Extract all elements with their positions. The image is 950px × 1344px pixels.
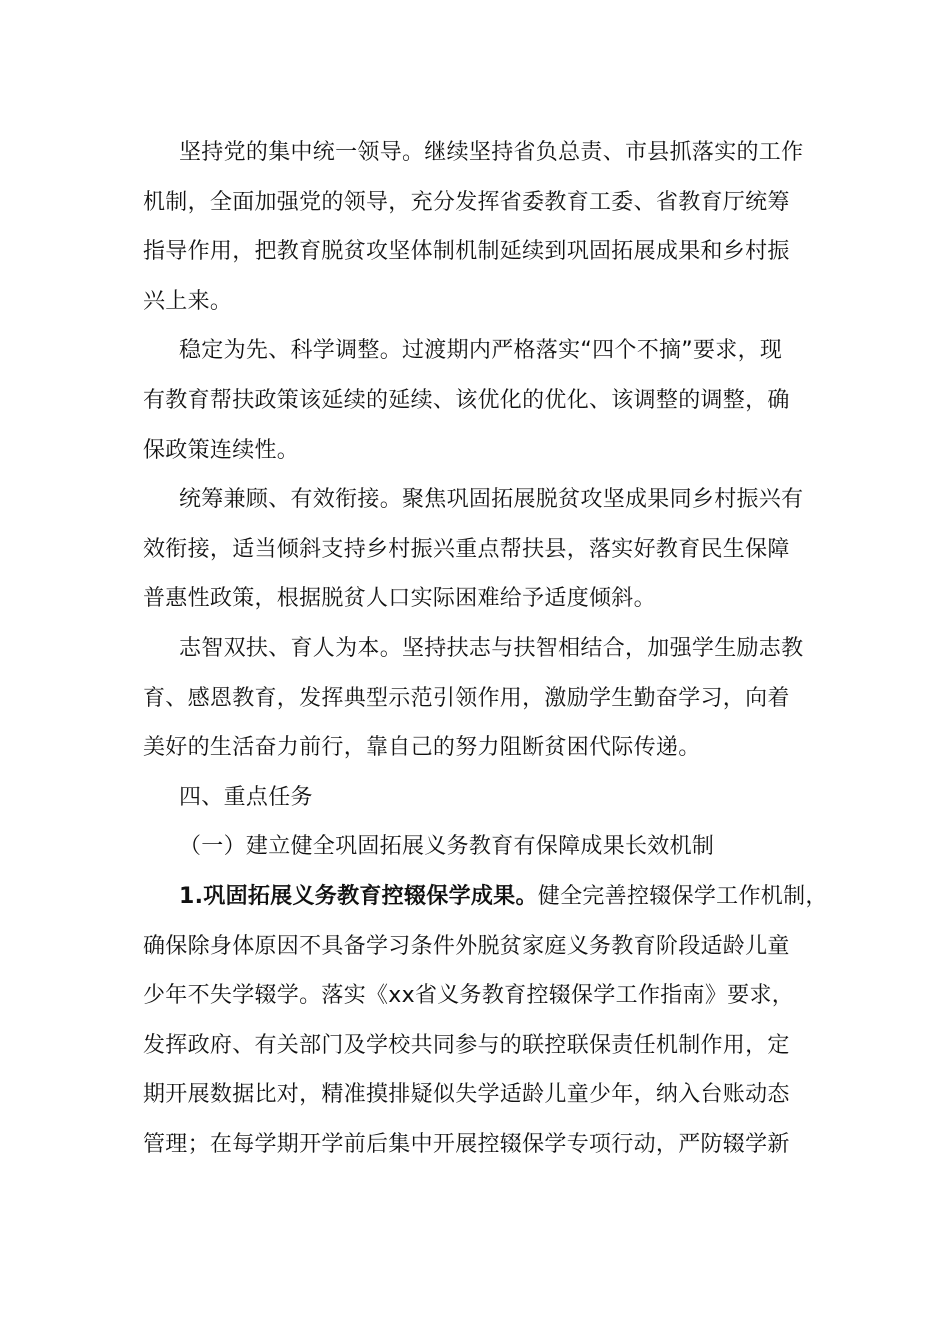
text-line: 志智双扶、育人为本。坚持扶志与扶智相结合，加强学生励志教 [179,635,804,661]
text-line [143,872,828,922]
text-line: 美好的生活奋力前行，靠自己的努力阻断贫困代际传递。 [143,735,701,761]
text-line: 发挥政府、有关部门及学校共同参与的联控联保责任机制作用，定 [143,1032,790,1058]
text-line: 管理；在每学期开学前后集中开展控辍保学专项行动，严防辍学新 [143,1131,790,1157]
text-line: 坚持党的集中统一领导。继续坚持省负总责、市县抓落实的工作 [179,140,804,165]
document-body [143,128,828,1169]
item-heading: 1.巩固拓展义务教育控辍保学成果。 [179,883,538,909]
text-line: 育、感恩教育，发挥典型示范引领作用，激励学生勤奋学习，向着 [143,685,790,711]
text-line: 有教育帮扶政策该延续的延续、该优化的优化、该调整的调整，确 [143,387,790,413]
text-line: 机制，全面加强党的领导，充分发挥省委教育工委、省教育厅统筹 [143,189,790,215]
text-line: 统筹兼顾、有效衔接。聚焦巩固拓展脱贫攻坚成果同乡村振兴有 [179,487,804,513]
text-line: 效衔接，适当倾斜支持乡村振兴重点帮扶县，落实好教育民生保障 [143,536,790,562]
subsection-heading: （一）建立健全巩固拓展义务教育有保障成果长效机制 [179,834,715,860]
item-text: 健全完善控辍保学工作机制， [537,883,828,909]
text-line: 指导作用，把教育脱贫攻坚体制机制延续到巩固拓展成果和乡村振 [143,239,790,265]
text-line: 稳定为先、科学调整。过渡期内严格落实“四个不摘”要求，现 [179,338,783,364]
text-line: 兴上来。 [143,288,233,314]
section-heading: 四、重点任务 [179,784,313,810]
text-line: 普惠性政策，根据脱贫人口实际困难给予适度倾斜。 [143,586,656,612]
text-line: 确保除身体原因不具备学习条件外脱贫家庭义务教育阶段适龄儿童 [143,933,790,959]
text-line: 保政策连续性。 [143,437,300,463]
text-line: 少年不失学辍学。落实《xx省义务教育控辍保学工作指南》要求， [143,983,795,1009]
text-line: 期开展数据比对，精准摸排疑似失学适龄儿童少年，纳入台账动态 [143,1082,790,1108]
